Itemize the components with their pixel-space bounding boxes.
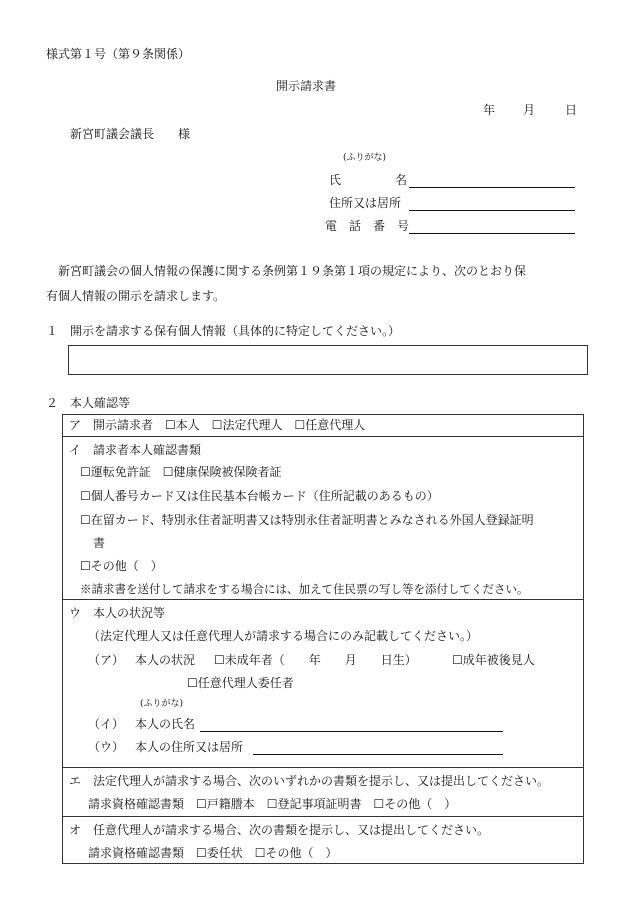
requester-type-row[interactable]: ア 開示請求者 ☐本人 ☐法定代理人 ☐任意代理人: [69, 418, 366, 432]
form-number: 様式第１号（第９条関係）: [46, 47, 191, 61]
id-documents-title: イ 請求者本人確認書類: [69, 443, 202, 457]
requester-name-field[interactable]: [409, 187, 575, 188]
voluntary-agent-instruction: オ 任意代理人が請求する場合、次の書類を提示し、又は提出してください。: [69, 823, 490, 837]
section2-heading: ２ 本人確認等: [46, 396, 131, 410]
requester-address-label: 住所又は居所: [329, 196, 402, 210]
status-a-label: （ア）: [88, 653, 125, 667]
id-documents-option-2[interactable]: ☐個人番号カード又は住民基本台帳カード（住所記載のあるもの）: [80, 489, 439, 503]
id-documents-option-3[interactable]: ☐在留カード、特別永住者証明書又は特別永住者証明書とみなされる外国人登録証明: [80, 513, 534, 527]
voluntary-agent-documents-options[interactable]: 請求資格確認書類 ☐委任状 ☐その他（ ）: [88, 846, 338, 860]
status-adult-ward-option[interactable]: ☐成年被後見人: [452, 653, 535, 667]
legal-agent-documents-options[interactable]: 請求資格確認書類 ☐戸籍謄本 ☐登記事項証明書 ☐その他（ ）: [88, 797, 457, 811]
status-minor-option[interactable]: ☐未成年者（ 年 月 日生）: [214, 653, 417, 667]
status-u-label: （ウ）: [88, 740, 125, 754]
date-month-label: 月: [523, 103, 536, 117]
requester-furigana-label: (ふりがな): [343, 153, 387, 163]
row-divider: [62, 816, 584, 817]
legal-agent-instruction: エ 法定代理人が請求する場合、次のいずれかの書類を提示し、又は提出してください。: [69, 774, 550, 788]
requester-phone-field[interactable]: [409, 233, 575, 234]
section1-heading: １ 開示を請求する保有個人情報（具体的に特定してください。）: [46, 324, 401, 338]
id-documents-note: ※請求書を送付して請求をする場合には、加えて住民票の写し等を添付してください。: [80, 582, 529, 596]
id-documents-option-3-cont: 書: [93, 536, 106, 550]
principal-address-field[interactable]: [253, 754, 503, 755]
principal-address-label: 本人の住所又は居所: [135, 740, 244, 754]
requester-phone-label: 電 話 番 号: [325, 219, 410, 233]
principal-name-field[interactable]: [200, 731, 503, 732]
requester-name-label-1: 氏: [329, 173, 342, 187]
principal-furigana-label: (ふりがな): [140, 699, 184, 709]
person-status-note: （法定代理人又は任意代理人が請求する場合にのみ記載してください。）: [88, 629, 479, 643]
status-i-label: （イ）: [88, 717, 125, 731]
row-divider: [62, 599, 584, 600]
requester-name-label-2: 名: [395, 173, 408, 187]
document-title: 開示請求書: [276, 79, 337, 93]
status-a-text: 本人の状況: [135, 653, 196, 667]
id-documents-option-other[interactable]: ☐その他（ ）: [80, 559, 163, 573]
intro-line-2: 有個人情報の開示を請求します。: [46, 289, 226, 303]
row-divider: [62, 767, 584, 768]
date-year-label: 年: [483, 103, 496, 117]
principal-name-label: 本人の氏名: [135, 717, 196, 731]
intro-line-1: 新宮町議会の個人情報の保護に関する条例第１９条第１項の規定により、次のとおり保: [58, 264, 527, 278]
row-divider: [62, 436, 584, 437]
person-status-title: ウ 本人の状況等: [69, 606, 166, 620]
requester-address-field[interactable]: [409, 210, 575, 211]
date-day-label: 日: [565, 103, 578, 117]
requested-info-input[interactable]: [68, 345, 588, 375]
addressee: 新宮町議会議長 様: [70, 127, 191, 141]
id-documents-option-1[interactable]: ☐運転免許証 ☐健康保険被保険者証: [80, 465, 282, 479]
status-trust-principal-option[interactable]: ☐任意代理人委任者: [187, 676, 294, 690]
